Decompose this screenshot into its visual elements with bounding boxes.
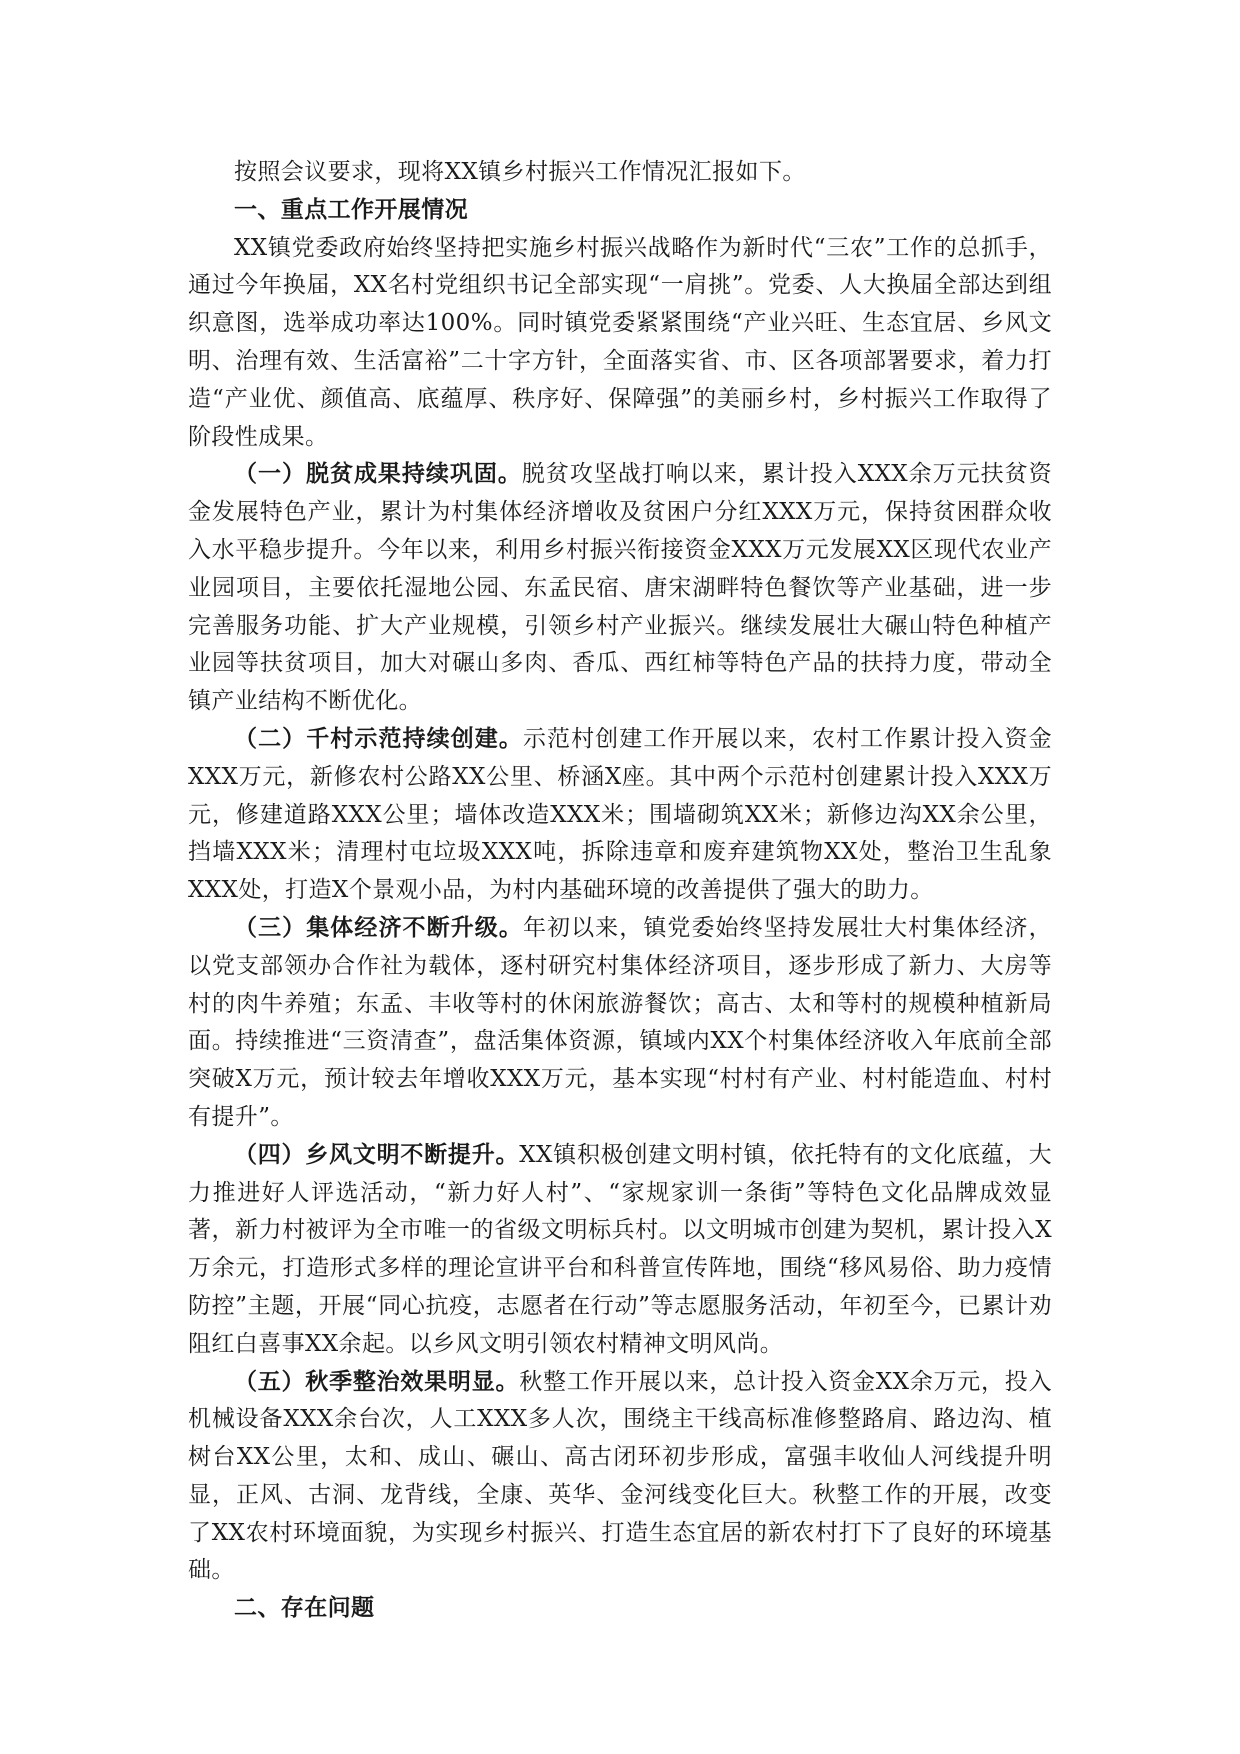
item-text-2: 示范村创建工作开展以来，农村工作累计投入资金XXX万元，新修农村公路XX公里、桥涵X座。其中两个示范村创建累计投入XXX万元，修建道路XXX公里；墙体改造XXX米；围墙砌筑XX米；新修边沟XX余公里，挡墙XXX米；清理村屯垃圾XXX吨，拆除违章和废弃建筑物XX处，整治卫生乱象XXX处，打造X个景观小品，为村内基础环境的改善提供了强大的助力。 (188, 725, 1052, 904)
item-text-1: 脱贫攻坚战打响以来，累计投入XXX余万元扶贫资金发展特色产业，累计为村集体经济增收及贫困户分红XXX万元，保持贫困群众收入水平稳步提升。今年以来，利用乡村振兴衔接资金XXX万元发展XX区现代农业产业园项目，主要依托湿地公园、东孟民宿、唐宋湖畔特色餐饮等产业基础，进一步完善服务功能、扩大产业规模，引领乡村产业振兴。继续发展壮大碾山特色种植产业园等扶贫项目，加大对碾山多肉、香瓜、西红柿等特色产品的扶持力度，带动全镇产业结构不断优化。 (188, 461, 1052, 715)
item-paragraph-2 (188, 721, 1052, 910)
item-text-5: 秋整工作开展以来，总计投入资金XX余万元，投入机械设备XXX余台次，人工XXX多人次，围绕主干线高标准修整路肩、路边沟、植树台XX公里，太和、成山、碾山、高古闭环初步形成，富强丰收仙人河线提升明显，正风、古洞、龙背线，全康、英华、金河线变化巨大。秋整工作的开展，改变了XX农村环境面貌，为实现乡村振兴、打造生态宜居的新农村打下了良好的环境基础。 (188, 1368, 1052, 1584)
item-paragraph-5 (188, 1364, 1052, 1591)
item-lead-4: （四）乡风文明不断提升。 (234, 1141, 520, 1168)
item-paragraph-1 (188, 456, 1052, 721)
item-text-4: XX镇积极创建文明村镇，依托特有的文化底蕴，大力推进好人评选活动，“新力好人村”、“家规家训一条街”等特色文化品牌成效显著，新力村被评为全市唯一的省级文明标兵村。以文明城市创建为契机，累计投入X万余元，打造形式多样的理论宣讲平台和科普宣传阵地，围绕“移风易俗、助力疫情防控”主题，开展“同心抗疫，志愿者在行动”等志愿服务活动，年初至今，已累计劝阻红白喜事XX余起。以乡风文明引领农村精神文明风尚。 (188, 1141, 1052, 1357)
item-text-3: 年初以来，镇党委始终坚持发展壮大村集体经济，以党支部领办合作社为载体，逐村研究村集体经济项目，逐步形成了新力、大房等村的肉牛养殖；东孟、丰收等村的休闲旅游餐饮；高古、太和等村的规模种植新局面。持续推进“三资清查”，盘活集体资源，镇域内XX个村集体经济收入年底前全部突破X万元，预计较去年增收XXX万元，基本实现“村村有产业、村村能造血、村村有提升”。 (188, 914, 1052, 1130)
section-1-paragraph: XX镇党委政府始终坚持把实施乡村振兴战略作为新时代“三农”工作的总抓手，通过今年换届，XX名村党组织书记全部实现“一肩挑”。党委、人大换届全部达到组织意图，选举成功率达100%。同时镇党委紧紧围绕“产业兴旺、生态宜居、乡风文明、治理有效、生活富裕”二十字方针，全面落实省、市、区各项部署要求，着力打造“产业优、颜值高、底蕴厚、秩序好、保障强”的美丽乡村，乡村振兴工作取得了阶段性成果。 (188, 234, 1052, 450)
section-heading-2: 二、存在问题 (234, 1595, 375, 1622)
item-lead-5: （五）秋季整治效果明显。 (234, 1368, 520, 1395)
section-heading-1: 一、重点工作开展情况 (234, 196, 468, 223)
document-body (188, 154, 1052, 1628)
item-lead-3: （三）集体经济不断升级。 (234, 914, 523, 941)
intro-paragraph: 按照会议要求，现将XX镇乡村振兴工作情况汇报如下。 (234, 159, 806, 185)
item-paragraph-4 (188, 1137, 1052, 1364)
item-paragraph-3 (188, 910, 1052, 1137)
item-lead-1: （一）脱贫成果持续巩固。 (234, 461, 522, 488)
item-lead-2: （二）千村示范持续创建。 (234, 725, 523, 752)
